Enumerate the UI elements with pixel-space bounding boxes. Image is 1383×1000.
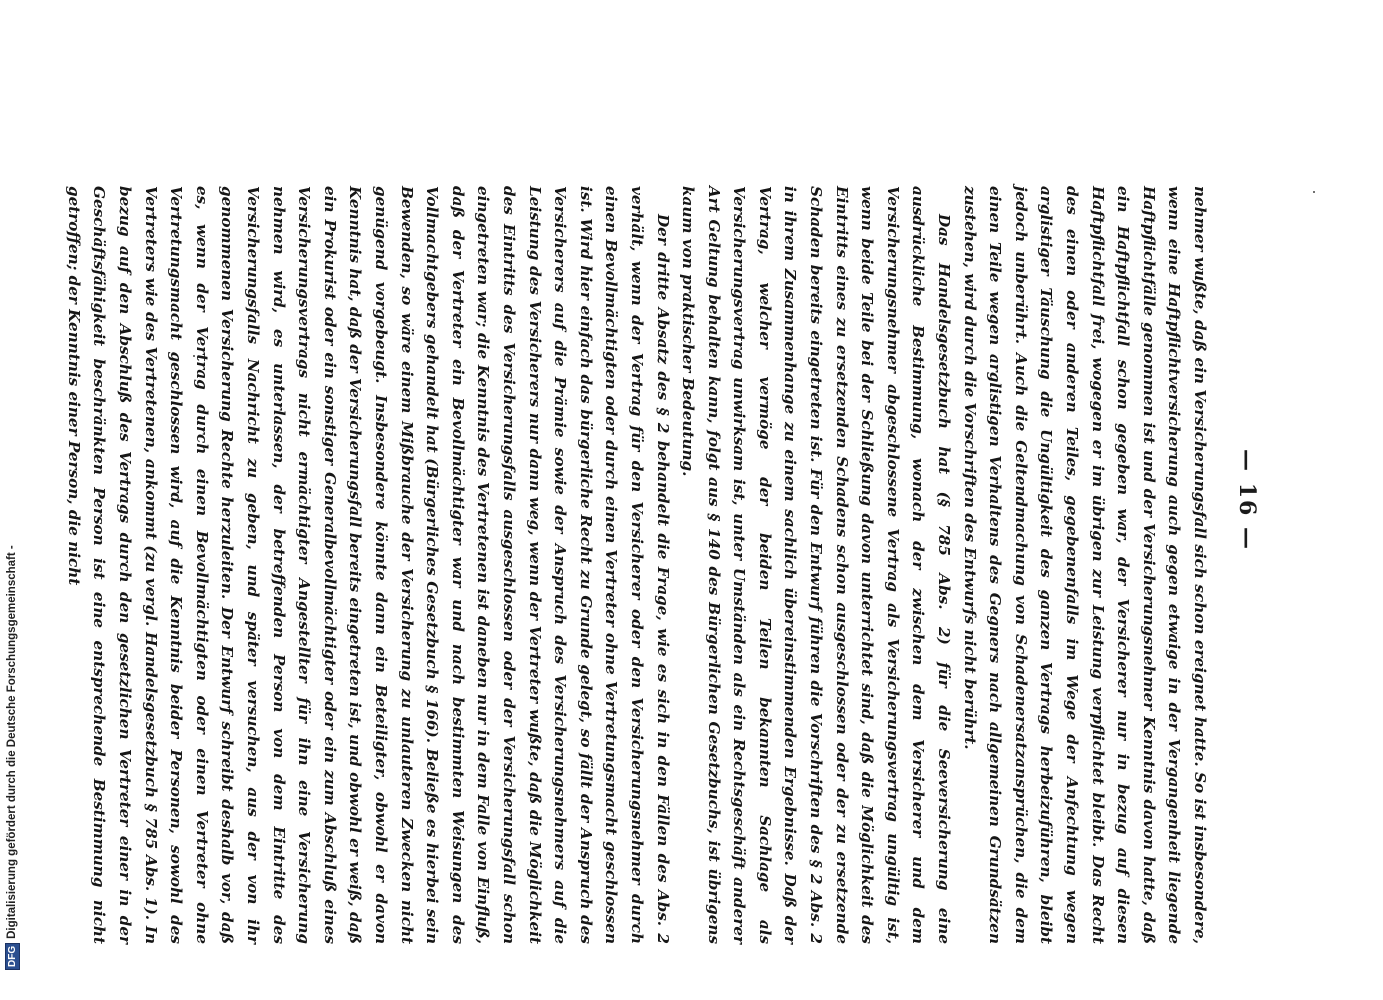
paragraph: nehmer wußte, daß ein Versicherungsfall sich schon ereignet hatte. So ist insbesondere, wenn eine Haftpflichtversicherung auch gegen etwaige in der Vergangenheit liegende Haftpflichtfälle genommen ist und der Versicherungsnehmer Kenntnis davon hatte, daß ein Haftpflichtfall schon gegeben war, der Versicherer nur in bezug auf diesen Haftpflichtfall frei, wogegen er im übrigen zur Leistung verpflichtet bleibt. Das Recht des einen oder anderen Teiles, gegebenenfalls im Wege der Anfechtung wegen arglistiger Täuschung die Ungültigkeit des ganzen Vertrags herbeizuführen, bleibt jedoch unberührt. Auch die Geltendmachung von Schadenersatzansprüchen, die dem einen Teile wegen arglistigen Verhaltens des Gegners nach allgemeinen Grundsätzen zustehen, wird durch die Vorschriften des Entwurfs nicht berührt.	[960, 186, 1209, 944]
paragraph: Das Handelsgesetzbuch hat (§ 785 Abs. 2) für die Seeversicherung eine ausdrückliche Bestimmung, wonach der zwischen dem Versicherer und dem Versicherungsnehmer abgeschlossene Vertrag als Versicherungsvertrag ungültig ist, wenn beide Teile bei der Schließung davon unterrichtet sind, daß die Möglichkeit des Eintritts eines zu ersetzenden Schadens schon ausgeschlossen oder der zu ersetzende Schaden bereits eingetreten ist. Für den Entwurf führen die Vorschriften des § 2 Abs. 2 in ihrem Zusammenhange zu einem sachlich übereinstimmenden Ergebnisse. Daß der Vertrag, welcher vermöge der beiden Teilen bekannten Sachlage als Versicherungsvertrag unwirksam ist, unter Umständen als ein Rechtsgeschäft anderer Art Geltung behalten kann, folgt aus § 140 des Bürgerlichen Gesetzbuchs, ist übrigens kaum von praktischer Bedeutung.	[679, 186, 954, 944]
rotated-page	[64, 0, 1260, 1000]
scan-speck	[1313, 191, 1315, 193]
dfg-sidebar	[0, 0, 24, 1000]
paragraph: Der dritte Absatz des § 2 behandelt die Frage, wie es sich in den Fällen des Abs. 2 verhält, wenn der Vertrag für den Versicherer oder den Versicherungsnehmer durch einen Bevollmächtigten oder durch einen Vertreter ohne Vertretungsmacht geschlossen ist. Wird hier einfach das bürgerliche Recht zu Grunde gelegt, so fällt der Anspruch des Versicherers auf die Prämie sowie der Anspruch des Versicherungsnehmers auf die Leistung des Versicherers nur dann weg, wenn der Vertreter wußte, daß die Möglichkeit des Eintritts des Versicherungsfalls ausgeschlossen oder der Versicherungsfall schon eingetreten war; die Kenntnis des Vertretenen ist daneben nur in dem Falle von Einfluß, daß der Vertreter ein Bevollmächtigter war und nach bestimmten Weisungen des Vollmachtgebers gehandelt hat (Bürgerliches Gesetzbuch § 166). Beließe es hierbei sein Bewenden, so wäre einem Mißbrauche der Versicherung zu unlauteren Zwecken nicht genügend vorgebeugt. Insbesondere könnte dann ein Beteiligter, obwohl er davon Kenntnis hat, daß der Versicherungsfall bereits eingetreten ist, und obwohl er weiß, daß ein Prokurist oder ein sonstiger Generalbevollmächtigter oder ein zum Abschluß eines Versicherungsvertrags nicht ermächtigter Angestellter für ihn eine Versicherung nehmen wird, es unterlassen, der betreffenden Person von dem Eintritte des Versicherungsfalls Nachricht zu geben, und später versuchen, aus der von ihr genommenen Versicherung Rechte herzuleiten. Der Entwurf schreibt deshalb vor, daß es, wenn der Vertrag durch einen Bevollmächtigten oder einen Vertreter ohne Vertretungsmacht geschlossen wird, auf die Kenntnis beider Personen, sowohl des Vertreters wie des Vertretenen, ankommt (zu vergl. Handelsgesetzbuch § 785 Abs. 1). In bezug auf den Abschluß des Vertrags durch den gesetzlichen Vertreter einer in der Geschäftsfähigkeit beschränkten Person ist eine entsprechende Bestimmung nicht getroffen; der Kenntnis einer Person, die nicht	[64, 186, 672, 944]
page-number: — 16 —	[1234, 449, 1260, 551]
dfg-credit-text: Digitalisierung gefördert durch die Deutsche Forschungsgemeinschaft -	[6, 545, 18, 939]
document-body	[64, 186, 1212, 944]
dfg-credit-line	[0, 0, 24, 1000]
dfg-logo: DFG	[5, 943, 20, 970]
